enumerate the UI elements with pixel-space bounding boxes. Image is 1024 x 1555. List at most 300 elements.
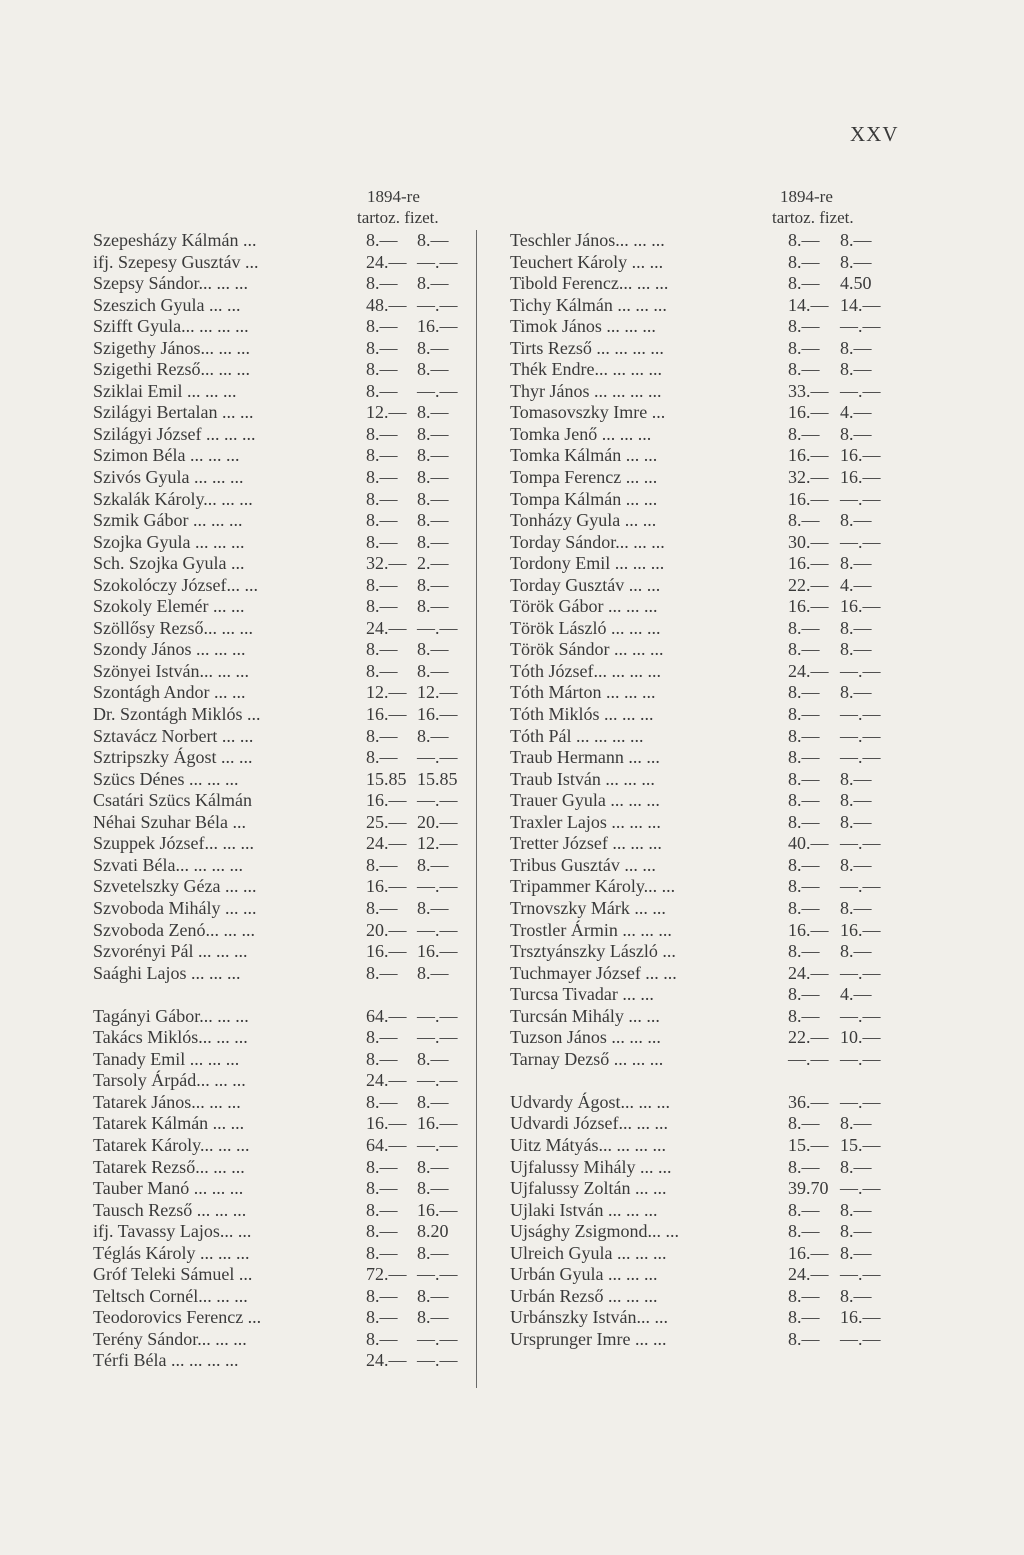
member-name: Szvoboda Mihály ... ... [93, 897, 257, 918]
amount-paid: —.— [840, 962, 881, 983]
member-name: Szimon Béla ... ... ... [93, 445, 240, 466]
amount-paid: 8.— [417, 423, 449, 444]
member-name: Ujfalussy Zoltán ... ... [510, 1178, 667, 1199]
amount-due: 8.— [366, 359, 398, 380]
amount-paid: 8.— [840, 251, 872, 272]
right-header-columns: tartoz. fizet. [772, 208, 854, 227]
member-name: ifj. Tavassy Lajos... ... [93, 1221, 252, 1242]
amount-due: 8.— [788, 768, 820, 789]
member-name: Trnovszky Márk ... ... [510, 897, 666, 918]
member-name: Török Sándor ... ... ... [510, 639, 664, 660]
amount-due: 8.— [366, 445, 398, 466]
member-row [93, 1027, 483, 1049]
member-row [93, 984, 483, 1006]
member-name: Tichy Kálmán ... ... ... [510, 294, 667, 315]
amount-due: 8.— [788, 854, 820, 875]
member-row [510, 726, 910, 748]
member-row [93, 1157, 483, 1179]
amount-due: 24.— [366, 617, 407, 638]
member-row [93, 510, 483, 532]
amount-paid: 8.— [417, 467, 449, 488]
member-name: Tatarek János... ... ... [93, 1091, 241, 1112]
right-column [510, 186, 910, 1350]
member-name: Tóth Márton ... ... ... [510, 682, 656, 703]
amount-paid: 8.— [840, 510, 872, 531]
amount-due: 8.— [788, 811, 820, 832]
member-name: Urbánszky István... ... [510, 1307, 668, 1328]
member-row [510, 402, 910, 424]
member-name: Szönyei István... ... ... [93, 660, 249, 681]
amount-paid: 8.— [417, 1307, 449, 1328]
member-name: Trostler Ármin ... ... ... [510, 919, 672, 940]
amount-due: 33.— [788, 380, 829, 401]
member-row [510, 230, 910, 252]
amount-due: 8.— [788, 617, 820, 638]
amount-due: 8.— [788, 230, 820, 250]
amount-due: 8.— [366, 531, 398, 552]
member-name: Torday Sándor... ... ... [510, 531, 665, 552]
amount-paid: —.— [840, 1091, 881, 1112]
amount-due: 8.— [788, 639, 820, 660]
member-name: Tatarek Rezső... ... ... [93, 1156, 245, 1177]
member-name: Tribus Gusztáv ... ... [510, 854, 656, 875]
member-name: Tirts Rezső ... ... ... ... [510, 337, 664, 358]
amount-paid: —.— [840, 725, 881, 746]
member-row [510, 682, 910, 704]
amount-due: 8.— [366, 1178, 398, 1199]
amount-paid: 8.— [840, 1199, 872, 1220]
member-name: Tauber Manó ... ... ... [93, 1178, 244, 1199]
member-row [510, 898, 910, 920]
member-row [510, 1221, 910, 1243]
amount-paid: 8.— [417, 1285, 449, 1306]
amount-due: 8.— [788, 1113, 820, 1134]
amount-paid: 8.— [417, 1178, 449, 1199]
amount-paid: 16.— [417, 704, 458, 725]
amount-due: 8.— [366, 467, 398, 488]
member-name: Ujlaki István ... ... ... [510, 1199, 658, 1220]
member-name: Tibold Ferencz... ... ... [510, 273, 669, 294]
amount-paid: —.— [840, 316, 881, 337]
member-row [93, 252, 483, 274]
amount-paid: 20.— [417, 811, 458, 832]
amount-due: 24.— [788, 660, 829, 681]
amount-paid: 8.— [840, 768, 872, 789]
member-row [93, 1329, 483, 1351]
amount-paid: 4.— [840, 402, 872, 423]
member-row [93, 402, 483, 424]
amount-due: 8.— [788, 682, 820, 703]
member-row [93, 876, 483, 898]
amount-paid: —.— [417, 1070, 458, 1091]
member-row [93, 704, 483, 726]
amount-paid: 14.— [840, 294, 881, 315]
amount-paid: 16.— [417, 1199, 458, 1220]
member-row [93, 575, 483, 597]
amount-due: 8.— [366, 1328, 398, 1349]
amount-due: 8.— [788, 359, 820, 380]
amount-due: 8.— [366, 380, 398, 401]
member-name: Saághi Lajos ... ... ... [93, 962, 241, 983]
member-row [510, 747, 910, 769]
member-name: Tuzson János ... ... ... [510, 1027, 661, 1048]
member-row [510, 769, 910, 791]
amount-due: 8.— [788, 1328, 820, 1349]
amount-due: 8.— [366, 639, 398, 660]
member-name: Turcsa Tivadar ... ... [510, 984, 654, 1005]
member-name: Szokolóczy József... ... [93, 574, 258, 595]
member-row [510, 316, 910, 338]
amount-paid: 4.50 [840, 273, 872, 294]
amount-paid: 16.— [417, 316, 458, 337]
member-name: Szivós Gyula ... ... ... [93, 467, 244, 488]
amount-due: 8.— [366, 230, 398, 250]
amount-paid: 8.— [417, 230, 449, 250]
member-name: Tomka Jenő ... ... ... [510, 423, 652, 444]
member-row [93, 1178, 483, 1200]
member-name: Sztavácz Norbert ... ... [93, 725, 254, 746]
member-row [93, 812, 483, 834]
member-name: Szuppek József... ... ... [93, 833, 254, 854]
member-name: Tatarek Károly... ... ... [93, 1134, 250, 1155]
amount-due: 24.— [366, 1350, 407, 1371]
member-name: Szigethy János... ... ... [93, 337, 250, 358]
amount-paid: 8.— [840, 682, 872, 703]
amount-paid: —.— [417, 1328, 458, 1349]
member-name: Szvetelszky Géza ... ... [93, 876, 257, 897]
member-row [510, 359, 910, 381]
left-member-list [93, 230, 483, 1372]
member-row [93, 1307, 483, 1329]
amount-due: —.— [788, 1048, 829, 1069]
member-name: Tordony Emil ... ... ... [510, 553, 665, 574]
amount-paid: 8.— [417, 531, 449, 552]
amount-paid: 8.— [417, 897, 449, 918]
member-name: Tonházy Gyula ... ... [510, 510, 657, 531]
amount-paid: 8.— [840, 359, 872, 380]
amount-due: 16.— [366, 790, 407, 811]
member-name: Sziklai Emil ... ... ... [93, 380, 237, 401]
amount-due: 8.— [366, 316, 398, 337]
amount-due: 8.— [366, 1221, 398, 1242]
amount-due: 12.— [366, 682, 407, 703]
member-row [510, 618, 910, 640]
amount-paid: —.— [840, 488, 881, 509]
member-row [510, 489, 910, 511]
amount-paid: 8.— [840, 230, 872, 250]
member-name: Traub Hermann ... ... [510, 747, 660, 768]
amount-paid: 8.— [840, 1156, 872, 1177]
amount-due: 16.— [366, 876, 407, 897]
member-row [510, 1178, 910, 1200]
left-header-columns: tartoz. fizet. [357, 208, 439, 227]
member-row [510, 1243, 910, 1265]
member-row [510, 984, 910, 1006]
member-row [93, 1092, 483, 1114]
right-column-header [510, 186, 910, 230]
amount-due: 8.— [788, 941, 820, 962]
amount-due: 8.— [788, 984, 820, 1005]
amount-paid: 8.— [417, 1242, 449, 1263]
amount-due: 8.— [788, 251, 820, 272]
member-name: Szeszich Gyula ... ... [93, 294, 241, 315]
amount-paid: —.— [840, 704, 881, 725]
member-name: ifj. Szepesy Gusztáv ... [93, 251, 259, 272]
member-name: Szilágyi Bertalan ... ... [93, 402, 254, 423]
amount-paid: 8.— [417, 402, 449, 423]
amount-paid: 8.— [840, 1242, 872, 1263]
amount-paid: —.— [417, 251, 458, 272]
member-row [93, 445, 483, 467]
member-name: Gróf Teleki Sámuel ... [93, 1264, 253, 1285]
member-row [510, 1135, 910, 1157]
member-row [510, 295, 910, 317]
amount-paid: 16.— [840, 1307, 881, 1328]
member-row [93, 1200, 483, 1222]
amount-paid: 10.— [840, 1027, 881, 1048]
member-row [510, 532, 910, 554]
amount-paid: 8.— [417, 725, 449, 746]
amount-due: 8.— [788, 1221, 820, 1242]
member-row [510, 1092, 910, 1114]
member-name: Urbán Gyula ... ... ... [510, 1264, 658, 1285]
member-name: Szilágyi József ... ... ... [93, 423, 256, 444]
amount-due: 20.— [366, 919, 407, 940]
member-name: Tomasovszky Imre ... [510, 402, 666, 423]
amount-due: 16.— [366, 704, 407, 725]
member-name: Urbán Rezső ... ... ... [510, 1285, 658, 1306]
amount-due: 8.— [366, 1242, 398, 1263]
member-row [93, 424, 483, 446]
amount-paid: —.— [417, 876, 458, 897]
member-name: Tagányi Gábor... ... ... [93, 1005, 249, 1026]
member-name: Torday Gusztáv ... ... [510, 574, 661, 595]
amount-due: 25.— [366, 811, 407, 832]
amount-due: 64.— [366, 1134, 407, 1155]
amount-paid: 8.— [840, 897, 872, 918]
member-name: Szvati Béla... ... ... ... [93, 854, 243, 875]
member-row [510, 1027, 910, 1049]
amount-paid: 8.— [840, 811, 872, 832]
member-name: Szondy János ... ... ... [93, 639, 246, 660]
member-row [93, 316, 483, 338]
amount-paid: —.— [417, 1134, 458, 1155]
member-row [510, 639, 910, 661]
amount-paid: 16.— [840, 596, 881, 617]
member-name: Thék Endre... ... ... ... [510, 359, 662, 380]
amount-paid: 8.— [840, 1113, 872, 1134]
member-row [510, 1286, 910, 1308]
amount-paid: 8.— [417, 1048, 449, 1069]
member-row [93, 1243, 483, 1265]
member-row [510, 812, 910, 834]
member-row [510, 445, 910, 467]
right-header-year: 1894-re [780, 187, 833, 206]
member-row [510, 1070, 910, 1092]
member-name: Timok János ... ... ... [510, 316, 656, 337]
member-row [510, 920, 910, 942]
member-row [510, 1307, 910, 1329]
amount-paid: —.— [840, 1328, 881, 1349]
member-name: Turcsán Mihály ... ... [510, 1005, 660, 1026]
amount-due: 8.— [788, 1307, 820, 1328]
member-row [93, 920, 483, 942]
member-name: Teltsch Cornél... ... ... [93, 1285, 248, 1306]
amount-paid: 8.— [840, 1221, 872, 1242]
amount-due: 24.— [366, 1070, 407, 1091]
amount-paid: 12.— [417, 833, 458, 854]
amount-due: 8.— [788, 316, 820, 337]
member-row [510, 833, 910, 855]
member-row [93, 855, 483, 877]
amount-due: 8.— [788, 1199, 820, 1220]
member-row [510, 1157, 910, 1179]
member-row [93, 359, 483, 381]
amount-due: 8.— [366, 897, 398, 918]
amount-due: 8.— [366, 1091, 398, 1112]
member-row [93, 532, 483, 554]
amount-paid: 16.— [840, 919, 881, 940]
amount-due: 8.— [788, 725, 820, 746]
amount-due: 8.— [366, 962, 398, 983]
amount-due: 32.— [366, 553, 407, 574]
member-row [93, 747, 483, 769]
member-row [93, 1221, 483, 1243]
member-name: Szokoly Elemér ... ... [93, 596, 245, 617]
member-row [510, 467, 910, 489]
member-name: Szontágh Andor ... ... [93, 682, 246, 703]
member-name: Tausch Rezső ... ... ... [93, 1199, 247, 1220]
amount-paid: —.— [417, 1264, 458, 1285]
amount-paid: 8.— [417, 273, 449, 294]
member-name: Tóth Miklós ... ... ... [510, 704, 654, 725]
amount-paid: 8.— [840, 639, 872, 660]
member-name: Ulreich Gyula ... ... ... [510, 1242, 667, 1263]
member-row [93, 963, 483, 985]
member-row [93, 833, 483, 855]
amount-due: 16.— [788, 402, 829, 423]
amount-due: 15.85 [366, 768, 407, 789]
amount-paid: —.— [417, 919, 458, 940]
member-name: Trsztyánszky László ... [510, 941, 676, 962]
amount-due: 15.— [788, 1134, 829, 1155]
member-name: Sch. Szojka Gyula ... [93, 553, 245, 574]
member-row [93, 661, 483, 683]
amount-paid: 4.— [840, 574, 872, 595]
member-name: Tóth József... ... ... ... [510, 660, 661, 681]
member-row [510, 553, 910, 575]
amount-due: 24.— [366, 251, 407, 272]
amount-due: 14.— [788, 294, 829, 315]
member-row [510, 1200, 910, 1222]
member-name: Tatarek Kálmán ... ... [93, 1113, 245, 1134]
member-name: Uitz Mátyás... ... ... ... [510, 1134, 666, 1155]
amount-due: 12.— [366, 402, 407, 423]
member-row [510, 596, 910, 618]
amount-paid: 8.— [840, 1285, 872, 1306]
member-row [510, 1329, 910, 1351]
amount-due: 8.— [366, 337, 398, 358]
amount-paid: 8.— [840, 337, 872, 358]
amount-paid: —.— [417, 617, 458, 638]
member-name: Szigethi Rezső... ... ... [93, 359, 250, 380]
amount-due: 40.— [788, 833, 829, 854]
amount-paid: 8.— [417, 962, 449, 983]
member-name: Szvoboda Zenó... ... ... [93, 919, 255, 940]
amount-due: 24.— [788, 1264, 829, 1285]
amount-due: 8.— [366, 574, 398, 595]
member-name: Traub István ... ... ... [510, 768, 655, 789]
member-row [93, 596, 483, 618]
member-name: Szojka Gyula ... ... ... [93, 531, 245, 552]
amount-paid: —.— [840, 1048, 881, 1069]
member-row [510, 381, 910, 403]
member-row [93, 1049, 483, 1071]
member-row [510, 273, 910, 295]
amount-due: 8.— [788, 1005, 820, 1026]
member-row [93, 898, 483, 920]
amount-due: 8.— [366, 1027, 398, 1048]
amount-paid: 8.— [417, 1156, 449, 1177]
member-row [510, 510, 910, 532]
member-name: Tretter József ... ... ... [510, 833, 662, 854]
right-member-list [510, 230, 910, 1350]
amount-paid: —.— [840, 660, 881, 681]
member-name: Tarsoly Árpád... ... ... [93, 1070, 246, 1091]
member-name: Trauer Gyula ... ... ... [510, 790, 660, 811]
member-name: Téglás Károly ... ... ... [93, 1242, 250, 1263]
amount-due: 8.— [788, 510, 820, 531]
member-name: Tanady Emil ... ... ... [93, 1048, 240, 1069]
amount-paid: —.— [417, 294, 458, 315]
member-row [93, 1070, 483, 1092]
amount-due: 64.— [366, 1005, 407, 1026]
member-row [93, 726, 483, 748]
amount-paid: 16.— [840, 445, 881, 466]
amount-paid: 8.— [417, 660, 449, 681]
amount-due: 8.— [366, 1048, 398, 1069]
member-name: Ursprunger Imre ... ... [510, 1328, 667, 1349]
amount-due: 8.— [366, 1285, 398, 1306]
page-number: XXV [850, 122, 899, 146]
member-row [510, 661, 910, 683]
amount-paid: —.— [840, 380, 881, 401]
member-name: Traxler Lajos ... ... ... [510, 811, 661, 832]
amount-due: 8.— [366, 747, 398, 768]
amount-paid: 8.— [840, 423, 872, 444]
member-row [93, 682, 483, 704]
member-row [93, 1264, 483, 1286]
amount-due: 22.— [788, 574, 829, 595]
amount-due: 16.— [788, 445, 829, 466]
amount-paid: 8.— [417, 596, 449, 617]
amount-paid: 4.— [840, 984, 872, 1005]
amount-paid: —.— [417, 790, 458, 811]
member-name: Dr. Szontágh Miklós ... [93, 704, 261, 725]
amount-due: 32.— [788, 467, 829, 488]
left-column-header [93, 186, 483, 230]
left-column [93, 186, 483, 1372]
member-name: Terény Sándor... ... ... [93, 1328, 247, 1349]
amount-due: 24.— [366, 833, 407, 854]
member-name: Török László ... ... ... [510, 617, 661, 638]
member-name: Szepsy Sándor... ... ... [93, 273, 248, 294]
amount-paid: —.— [840, 1178, 881, 1199]
amount-paid: —.— [417, 1005, 458, 1026]
member-name: Teschler János... ... ... [510, 230, 665, 250]
amount-paid: —.— [417, 380, 458, 401]
amount-due: 8.— [788, 273, 820, 294]
